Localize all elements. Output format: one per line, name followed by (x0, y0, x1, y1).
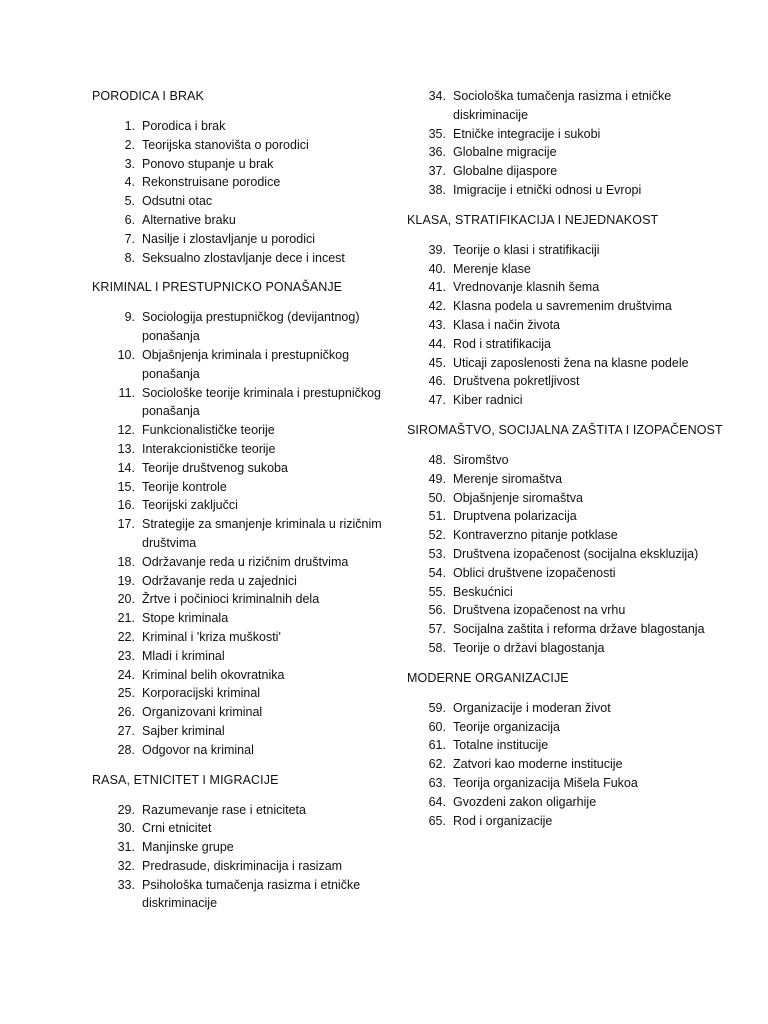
list-item (407, 260, 727, 279)
item-number: 50. (428, 490, 446, 505)
item-title: Crni etnicitet (142, 821, 212, 836)
list-item (92, 384, 392, 422)
list-item (407, 601, 727, 620)
item-number: 57. (428, 622, 446, 637)
list-item (92, 478, 392, 497)
item-number: 18. (117, 554, 135, 569)
item-number: 59. (428, 700, 446, 715)
item-number: 39. (428, 242, 446, 257)
section-rasa-etnicitet-i-migracije (92, 771, 392, 914)
list-item (407, 736, 727, 755)
item-title: Teorije o klasi i stratifikaciji (453, 242, 600, 257)
item-number: 64. (428, 794, 446, 809)
item-title: Teorije društvenog sukoba (142, 460, 288, 475)
item-title: Zatvori kao moderne institucije (453, 757, 623, 772)
list-item (407, 718, 727, 737)
item-title: Globalne migracije (453, 145, 557, 160)
list-item (92, 857, 392, 876)
topic-list (407, 699, 727, 831)
item-title: Kontraverzno pitanje potklase (453, 528, 618, 543)
item-title: Totalne institucije (453, 738, 549, 753)
item-title: Rekonstruisane porodice (142, 175, 281, 190)
item-title: Oblici društvene izopačenosti (453, 565, 616, 580)
section-heading: KRIMINAL I PRESTUPNICKO PONAŠANJE (92, 280, 343, 295)
item-number: 12. (117, 423, 135, 438)
item-title: Interakcionističke teorije (142, 441, 276, 456)
item-number: 42. (428, 299, 446, 314)
item-number: 31. (117, 840, 135, 855)
list-item (92, 421, 392, 440)
list-item (92, 192, 392, 211)
section-heading: SIROMAŠTVO, SOCIJALNA ZAŠTITA I IZOPAČENOST (407, 422, 723, 437)
item-number: 60. (428, 719, 446, 734)
item-number: 61. (428, 738, 446, 753)
list-item (407, 125, 727, 144)
item-title: Imigracije i etnički odnosi u Evropi (453, 182, 642, 197)
right-column (407, 87, 727, 830)
section-heading: RASA, ETNICITET I MIGRACIJE (92, 772, 279, 787)
list-item (92, 211, 392, 230)
item-number: 28. (117, 742, 135, 757)
list-item (407, 526, 727, 545)
list-item (92, 819, 392, 838)
item-title: Strategije za smanjenje kriminala u rizičnim društvima (142, 517, 382, 550)
item-number: 44. (428, 336, 446, 351)
item-number: 6. (124, 212, 135, 227)
item-title: Odgovor na kriminal (142, 742, 254, 757)
list-item (407, 278, 727, 297)
list-item (92, 346, 392, 384)
section-moderne-organizacije (407, 669, 727, 831)
list-item (92, 666, 392, 685)
list-item (92, 117, 392, 136)
item-number: 40. (428, 261, 446, 276)
item-number: 29. (117, 802, 135, 817)
item-title: Društvena izopačenost (socijalna ekskluzija) (453, 546, 699, 561)
item-title: Sajber kriminal (142, 723, 225, 738)
list-item (92, 590, 392, 609)
list-item (92, 684, 392, 703)
item-number: 7. (124, 231, 135, 246)
item-number: 4. (124, 175, 135, 190)
item-title: Sociologija prestupničkog (devijantnog) ponašanja (142, 310, 360, 344)
topic-list (407, 87, 727, 200)
item-number: 62. (428, 757, 446, 772)
item-number: 45. (428, 355, 446, 370)
item-number: 56. (428, 603, 446, 618)
item-number: 63. (428, 775, 446, 790)
item-title: Teorije o državi blagostanja (453, 640, 605, 655)
list-item (407, 470, 727, 489)
list-item (92, 155, 392, 174)
item-title: Merenje siromaštva (453, 471, 563, 486)
item-number: 23. (117, 648, 135, 663)
item-title: Vrednovanje klasnih šema (453, 280, 600, 295)
item-title: Alternative braku (142, 212, 236, 227)
item-number: 37. (428, 164, 446, 179)
item-number: 33. (117, 877, 135, 892)
item-number: 16. (117, 498, 135, 513)
list-item (407, 489, 727, 508)
section-porodica-i-brak (92, 87, 392, 267)
list-item (92, 308, 392, 346)
list-item (92, 838, 392, 857)
topic-list (407, 241, 727, 410)
list-item (92, 230, 392, 249)
item-number: 20. (117, 592, 135, 607)
item-title: Održavanje reda u rizičnim društvima (142, 554, 349, 569)
item-number: 34. (428, 89, 446, 103)
item-title: Socijalna zaštita i reforma države blagostanja (453, 622, 705, 637)
item-title: Žrtve i počinioci kriminalnih dela (142, 592, 320, 607)
item-title: Društvena izopačenost na vrhu (453, 603, 626, 618)
item-title: Mladi i kriminal (142, 648, 225, 663)
list-item (407, 87, 727, 125)
list-item (92, 609, 392, 628)
item-number: 52. (428, 528, 446, 543)
item-title: Organizacije i moderan život (453, 700, 611, 715)
list-item (92, 722, 392, 741)
list-item (407, 507, 727, 526)
topic-list (92, 308, 392, 759)
list-item (92, 553, 392, 572)
item-number: 13. (117, 441, 135, 456)
item-number: 58. (428, 640, 446, 655)
item-number: 17. (117, 517, 135, 532)
list-item (407, 639, 727, 658)
list-item (407, 451, 727, 470)
list-item (407, 162, 727, 181)
item-title: Klasna podela u savremenim društvima (453, 299, 672, 314)
item-title: Etničke integracije i sukobi (453, 126, 601, 141)
item-title: Organizovani kriminal (142, 705, 263, 720)
item-title: Sociološke teorije kriminala i prestupničkog ponašanja (142, 385, 382, 419)
item-title: Kriminal belih okovratnika (142, 667, 285, 682)
item-number: 11. (118, 385, 135, 400)
topic-list (407, 451, 727, 658)
item-title: Odsutni otac (142, 194, 213, 209)
left-column (92, 87, 392, 913)
item-title: Objašnjenja kriminala i prestupničkog ponašanja (142, 347, 350, 381)
list-item (407, 812, 727, 831)
item-title: Globalne dijaspore (453, 164, 558, 179)
section-heading: KLASA, STRATIFIKACIJA I NEJEDNAKOST (407, 212, 659, 227)
list-item (407, 316, 727, 335)
item-number: 36. (428, 145, 446, 160)
item-number: 65. (428, 813, 446, 828)
item-number: 24. (117, 667, 135, 682)
list-item (92, 496, 392, 515)
list-item (407, 181, 727, 200)
item-title: Siromštvo (453, 452, 509, 467)
item-title: Rod i stratifikacija (453, 336, 551, 351)
item-title: Društvena pokretljivost (453, 374, 580, 389)
item-title: Beskućnici (453, 584, 513, 599)
list-item (407, 241, 727, 260)
item-title: Sociološka tumačenja rasizma i etničke diskriminacije (453, 89, 672, 122)
item-title: Korporacijski kriminal (142, 686, 261, 701)
list-item (92, 801, 392, 820)
list-item (407, 297, 727, 316)
item-title: Psihološka tumačenja rasizma i etničke diskriminacije (142, 877, 361, 911)
item-number: 46. (428, 374, 446, 389)
item-title: Gvozdeni zakon oligarhije (453, 794, 597, 809)
list-item (407, 774, 727, 793)
item-number: 8. (124, 250, 135, 265)
list-item (407, 545, 727, 564)
section-heading: MODERNE ORGANIZACIJE (407, 670, 569, 685)
item-number: 41. (428, 280, 446, 295)
item-number: 54. (428, 565, 446, 580)
item-number: 1. (124, 119, 135, 133)
section-siromastvo-socijalna-zastita-i-izopacenost (407, 421, 727, 658)
list-item (407, 583, 727, 602)
item-title: Klasa i način života (453, 317, 561, 332)
item-title: Uticaji zaposlenosti žena na klasne podele (453, 355, 689, 370)
list-item (92, 249, 392, 268)
list-item (92, 459, 392, 478)
item-title: Teorija organizacija Mišela Fukoa (453, 775, 638, 790)
item-number: 51. (428, 509, 446, 524)
list-item (92, 572, 392, 591)
item-title: Seksualno zlostavljanje dece i incest (142, 250, 345, 265)
list-item (407, 564, 727, 583)
item-number: 19. (117, 573, 135, 588)
section-continued (407, 87, 727, 200)
item-number: 10. (117, 347, 135, 362)
item-number: 48. (428, 452, 446, 467)
section-heading: PORODICA I BRAK (92, 89, 204, 103)
item-title: Kriminal i 'kriza muškosti' (142, 629, 281, 644)
list-item (407, 699, 727, 718)
list-item (92, 876, 392, 914)
list-item (407, 335, 727, 354)
item-number: 55. (428, 584, 446, 599)
item-title: Teorije kontrole (142, 479, 227, 494)
item-number: 25. (117, 686, 135, 701)
item-title: Nasilje i zlostavljanje u porodici (142, 231, 315, 246)
item-number: 26. (117, 705, 135, 720)
item-title: Održavanje reda u zajednici (142, 573, 297, 588)
topic-list (92, 117, 392, 267)
topic-list (92, 801, 392, 914)
item-title: Teorije organizacija (453, 719, 561, 734)
item-title: Predrasude, diskriminacija i rasizam (142, 858, 343, 873)
item-number: 3. (124, 156, 135, 171)
list-item (407, 372, 727, 391)
item-number: 53. (428, 546, 446, 561)
item-number: 21. (117, 611, 135, 626)
item-title: Teorijska stanovišta o porodici (142, 137, 309, 152)
item-title: Porodica i brak (142, 119, 226, 133)
item-title: Funkcionalističke teorije (142, 423, 275, 438)
list-item (92, 136, 392, 155)
item-title: Manjinske grupe (142, 840, 234, 855)
item-number: 47. (428, 393, 446, 408)
list-item (407, 391, 727, 410)
list-item (92, 647, 392, 666)
item-number: 9. (124, 310, 135, 325)
list-item (407, 143, 727, 162)
item-title: Kiber radnici (453, 393, 523, 408)
item-title: Stope kriminala (142, 611, 229, 626)
item-number: 35. (428, 126, 446, 141)
item-number: 49. (428, 471, 446, 486)
item-title: Objašnjenje siromaštva (453, 490, 583, 505)
item-number: 43. (428, 317, 446, 332)
item-number: 30. (117, 821, 135, 836)
item-title: Merenje klase (453, 261, 531, 276)
list-item (92, 440, 392, 459)
item-number: 32. (117, 858, 135, 873)
item-title: Razumevanje rase i etniciteta (142, 802, 306, 817)
list-item (407, 354, 727, 373)
item-title: Ponovo stupanje u brak (142, 156, 274, 171)
item-title: Teorijski zaključci (142, 498, 238, 513)
item-number: 27. (117, 723, 135, 738)
item-number: 15. (117, 479, 135, 494)
list-item (407, 755, 727, 774)
item-number: 22. (117, 629, 135, 644)
list-item (92, 741, 392, 760)
item-number: 38. (428, 182, 446, 197)
section-kriminal-i-prestupnicko-ponasanje (92, 278, 392, 759)
item-title: Druptvena polarizacija (453, 509, 577, 524)
item-number: 14. (117, 460, 135, 475)
list-item (407, 793, 727, 812)
list-item (92, 703, 392, 722)
item-number: 5. (124, 194, 135, 209)
list-item (407, 620, 727, 639)
section-klasa-stratifikacija-i-nejednakost (407, 211, 727, 410)
item-title: Rod i organizacije (453, 813, 553, 828)
list-item (92, 628, 392, 647)
list-item (92, 515, 392, 553)
item-number: 2. (124, 137, 135, 152)
list-item (92, 173, 392, 192)
